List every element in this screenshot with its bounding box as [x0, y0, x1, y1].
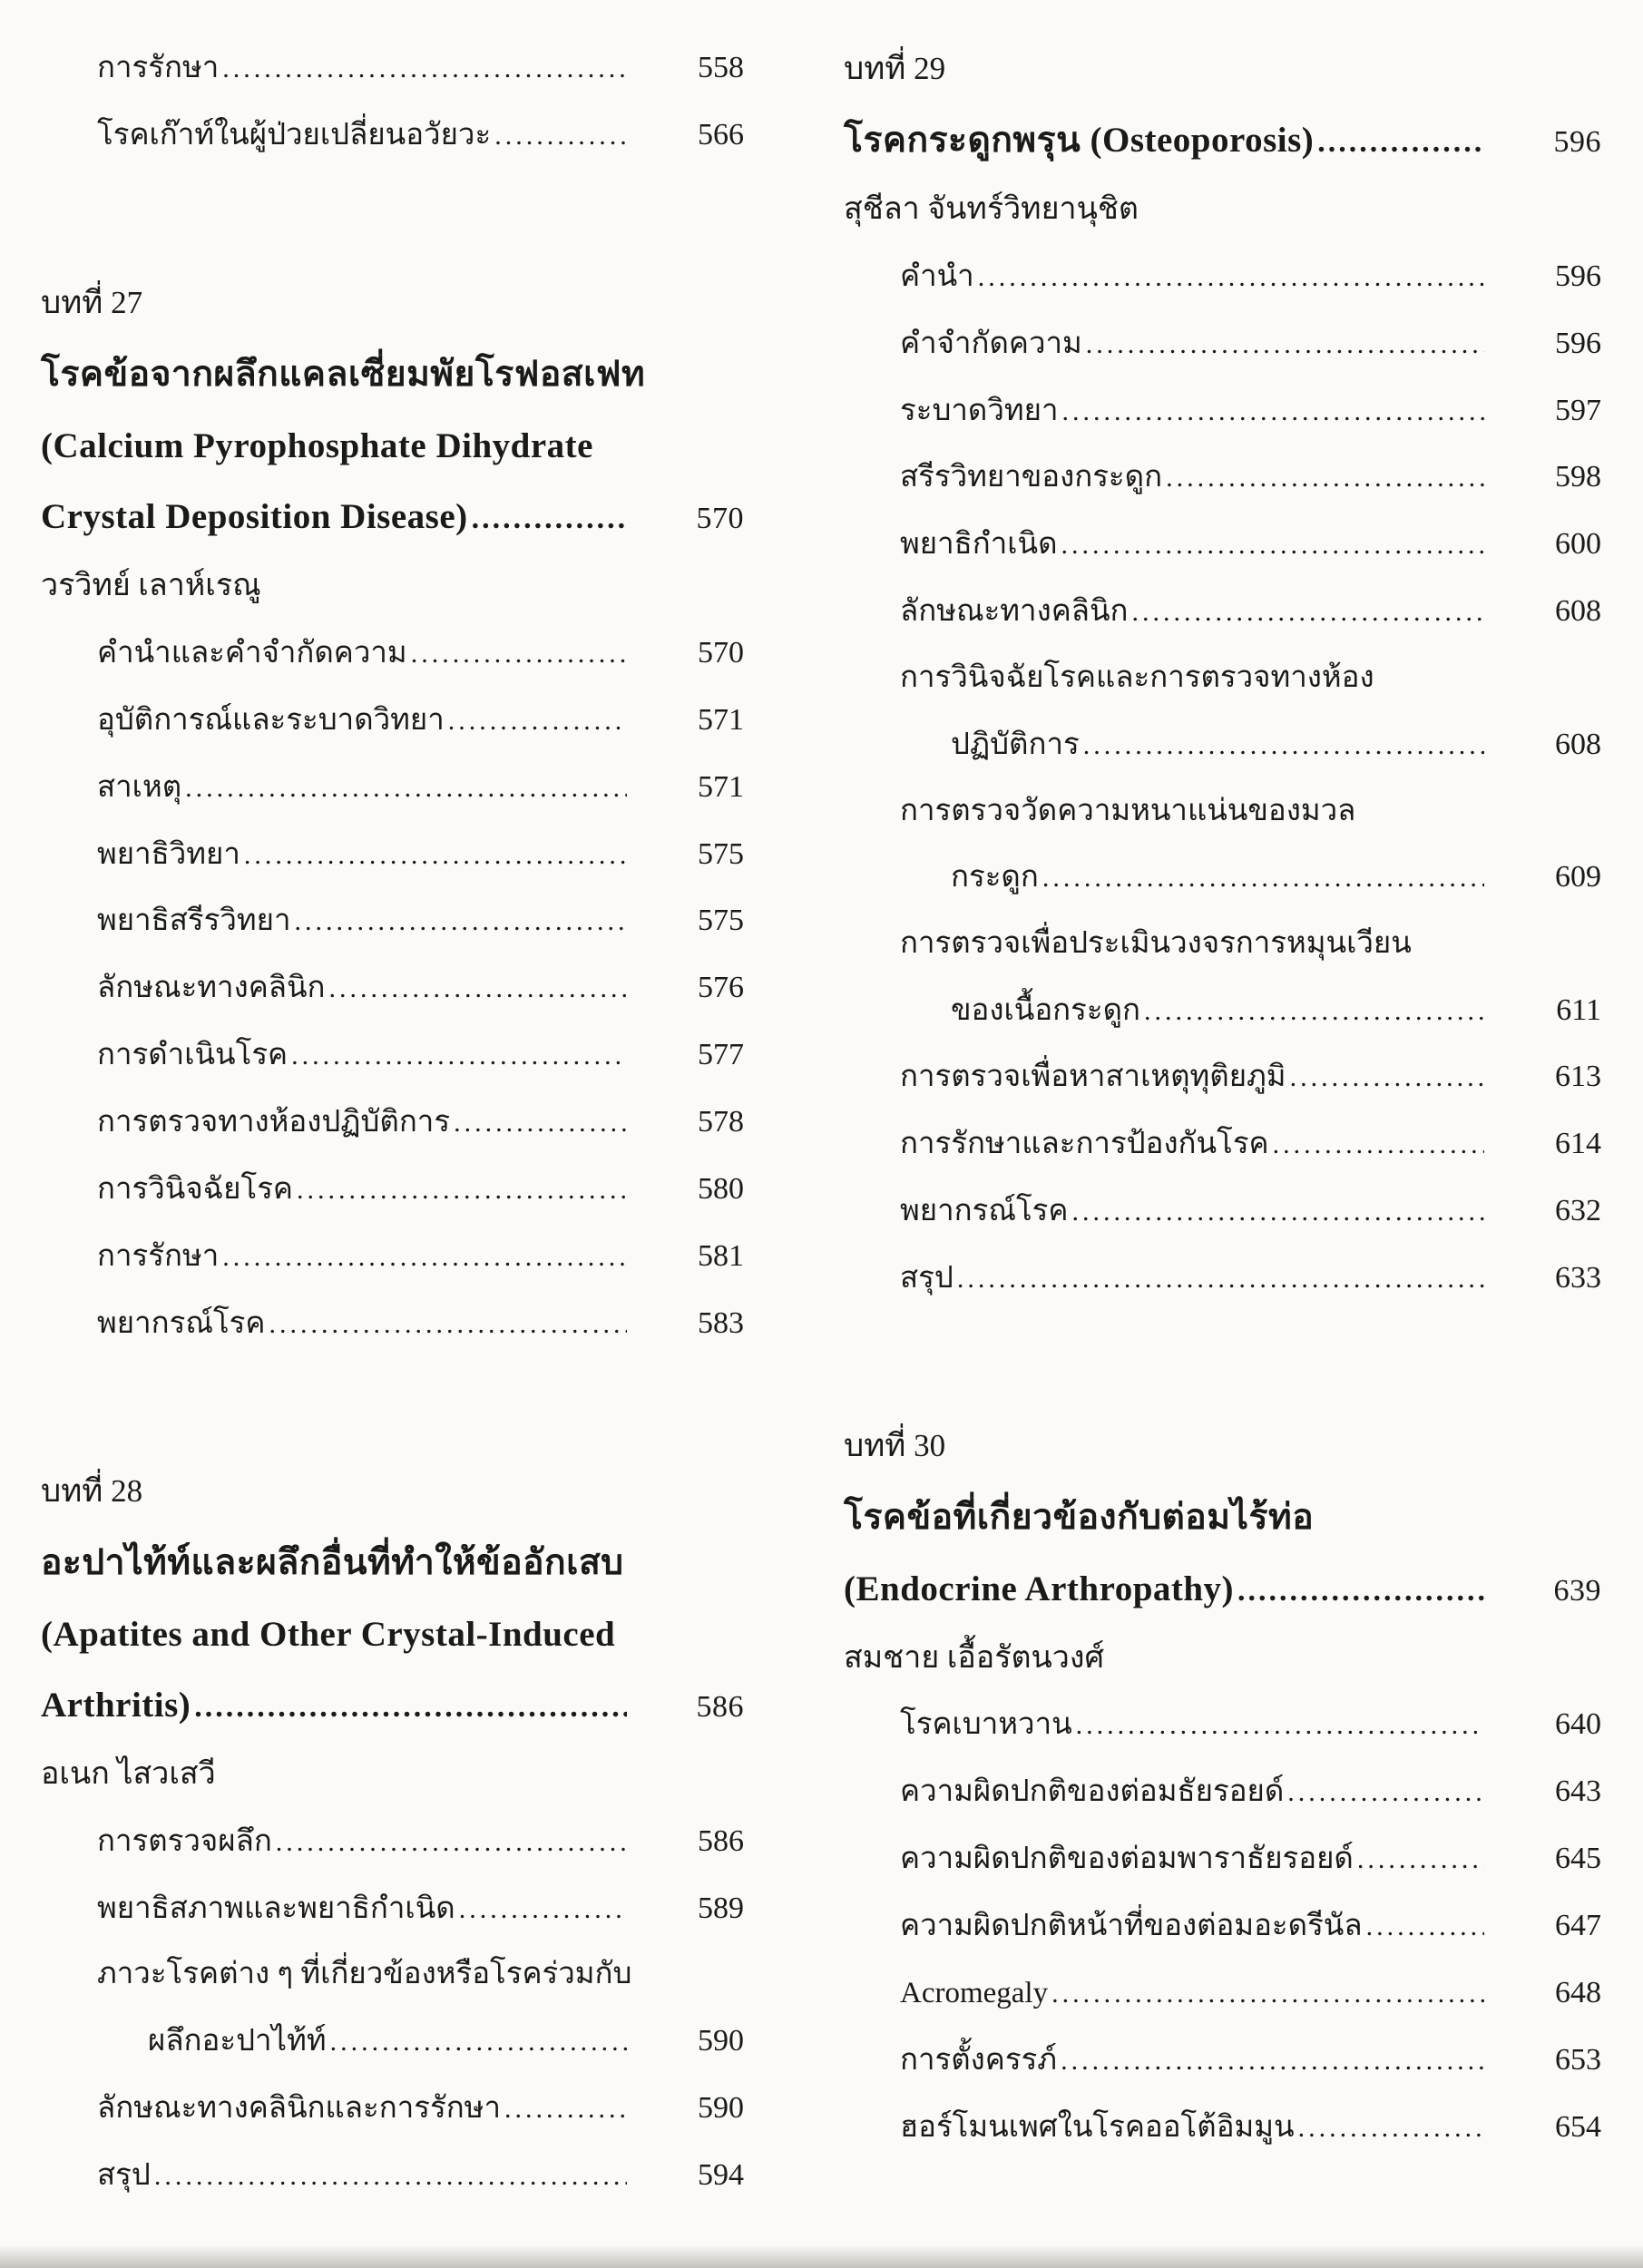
- dot-leader: [295, 901, 627, 942]
- dot-leader: [154, 2156, 627, 2196]
- toc-entry-row: [41, 2087, 744, 2129]
- toc-entry-text: ลักษณะทางคลินิก: [900, 595, 1129, 629]
- dot-leader: [1071, 1191, 1484, 1232]
- chapter-label-row: [41, 281, 744, 324]
- page-number: 639: [1553, 1573, 1601, 1608]
- toc-entry-row: [41, 1034, 744, 1076]
- chapter-title-row: [41, 1611, 744, 1659]
- toc-entry-text: พยาธิสภาพและพยาธิกำเนิด: [97, 1892, 455, 1925]
- dot-leader: [472, 494, 627, 542]
- page-number: 608: [1555, 594, 1601, 629]
- toc-entry-text: การวินิจฉัยโรคและการตรวจทางห้อง: [900, 661, 1374, 695]
- toc-entry-row: [41, 1101, 744, 1143]
- toc-entry-row: [844, 523, 1601, 565]
- toc-entry-row: [41, 632, 744, 674]
- chapter-title-row: [41, 1682, 744, 1730]
- toc-entry-text: การดำเนินโรค: [97, 1039, 289, 1072]
- dot-leader: [244, 835, 627, 875]
- page-number: 596: [1553, 125, 1601, 160]
- dot-leader: [1083, 725, 1484, 766]
- toc-entry-row: [844, 990, 1601, 1031]
- toc-entry-row: [844, 1123, 1601, 1165]
- dot-leader: [978, 257, 1484, 298]
- toc-column-left: [41, 47, 744, 2222]
- chapter-label: บทที่ 28: [41, 1472, 143, 1509]
- toc-entry-text: สรีรวิทยาของกระดูก: [900, 461, 1163, 494]
- page-number: 578: [698, 1105, 744, 1139]
- chapter-author-row: [844, 1637, 1601, 1679]
- chapter-author-row: [844, 189, 1601, 230]
- toc-entry-row: [844, 1056, 1601, 1098]
- dot-leader: [494, 115, 627, 156]
- toc-entry-row: [844, 1704, 1601, 1745]
- dot-leader: [1237, 1566, 1484, 1614]
- toc-entry-text: ภาวะโรคต่าง ๆ ที่เกี่ยวข้องหรือโรคร่วมกับ: [97, 1958, 632, 1991]
- dot-leader: [1298, 2107, 1484, 2148]
- chapter-label: บทที่ 27: [41, 284, 143, 320]
- chapter-label: บทที่ 30: [844, 1428, 946, 1463]
- toc-entry-text: พยาธิวิทยา: [97, 837, 240, 871]
- toc-entry-row: [844, 791, 1601, 832]
- dot-leader: [504, 2088, 627, 2129]
- toc-entry-row: [41, 834, 744, 875]
- chapter-label-row: [844, 47, 1601, 90]
- dot-leader: [411, 633, 627, 674]
- toc-entry-row: [41, 1888, 744, 1930]
- toc-entry-text: ความผิดปกติของต่อมธัยรอยด์: [900, 1775, 1285, 1809]
- chapter-author-row: [41, 1754, 744, 1795]
- chapter-title-row: [844, 1494, 1601, 1542]
- page-number: 596: [1555, 259, 1601, 293]
- toc-entry-text: การวินิจฉัยโรค: [97, 1172, 293, 1206]
- toc-entry-text: พยาธิกำเนิด: [900, 528, 1058, 562]
- page-number: 570: [696, 502, 744, 536]
- chapter-title: อะปาไท้ท์และผลึกอื่นที่ทำให้ข้ออักเสบ: [41, 1542, 624, 1582]
- page-number: 614: [1555, 1127, 1601, 1161]
- toc-entry-row: [41, 1303, 744, 1344]
- dot-leader: [330, 2021, 627, 2062]
- page-number: 633: [1555, 1261, 1601, 1295]
- toc-entry-row: [41, 900, 744, 942]
- toc-entry-text: การตรวจผลึก: [97, 1824, 272, 1858]
- dot-leader: [1357, 1839, 1484, 1880]
- page-number: 609: [1555, 860, 1601, 894]
- toc-entry-row: [844, 1190, 1601, 1232]
- dot-leader: [459, 1889, 627, 1930]
- page-number: 586: [698, 1823, 744, 1858]
- toc-entry-row: [844, 323, 1601, 365]
- toc-entry-text: กระดูก: [951, 861, 1039, 894]
- page-number: 566: [698, 117, 744, 152]
- toc-entry-text: พยาธิสรีรวิทยา: [97, 904, 291, 938]
- chapter-title: (Endocrine Arthropathy): [844, 1569, 1235, 1608]
- toc-entry-row: [41, 47, 744, 89]
- page-number: 598: [1555, 460, 1601, 494]
- page-number: 589: [698, 1891, 744, 1925]
- toc-entry-row: [844, 1257, 1601, 1299]
- dot-leader: [329, 968, 627, 1009]
- toc-entry-text: คำนำ: [900, 259, 974, 293]
- dot-leader: [448, 700, 627, 741]
- toc-entry-text: ปฏิบัติการ: [951, 728, 1080, 761]
- toc-entry-row: [844, 2107, 1601, 2148]
- dot-leader: [1076, 1705, 1484, 1745]
- toc-entry-row: [41, 2155, 744, 2196]
- toc-entry-text: สรุป: [900, 1262, 954, 1295]
- dot-leader: [1366, 1906, 1484, 1947]
- page-number: 608: [1555, 727, 1601, 761]
- toc-entry-row: [844, 2039, 1601, 2081]
- toc-section-gap: [41, 1370, 744, 1470]
- dot-leader: [454, 1102, 627, 1143]
- toc-section-gap: [844, 1325, 1601, 1424]
- dot-leader: [185, 767, 627, 808]
- page-number: 576: [698, 971, 744, 1005]
- page-number: 648: [1555, 1975, 1601, 2009]
- chapter-author-row: [41, 565, 744, 607]
- page-number: 558: [698, 51, 744, 84]
- toc-entry-row: [844, 1771, 1601, 1813]
- dot-leader: [291, 1035, 627, 1076]
- toc-entry-text: การตรวจเพื่อหาสาเหตุทุติยภูมิ: [900, 1061, 1286, 1094]
- toc-entry-text: การรักษาและการป้องกันโรค: [900, 1128, 1269, 1161]
- page-number: 597: [1555, 393, 1601, 427]
- toc-entry-row: [41, 1821, 744, 1862]
- dot-leader: [1061, 524, 1484, 565]
- page-number: 586: [696, 1690, 744, 1725]
- dot-leader: [222, 48, 627, 89]
- toc-entry-text: สาเหตุ: [97, 770, 182, 804]
- toc-entry-text: การตั้งครรภ์: [900, 2043, 1058, 2077]
- toc-entry-row: [41, 1954, 744, 1995]
- chapter-author: อเนก ไสวเสวี: [41, 1756, 216, 1791]
- chapter-title-row: [844, 117, 1601, 165]
- chapter-label-row: [41, 1470, 744, 1512]
- chapter-title: โรคข้อที่เกี่ยวข้องกับต่อมไร้ท่อ: [844, 1498, 1315, 1538]
- chapter-title-row: [844, 1566, 1601, 1614]
- toc-entry-text: การตรวจวัดความหนาแน่นของมวล: [900, 794, 1356, 827]
- toc-entry-text: โรคเบาหวาน: [900, 1708, 1072, 1742]
- page-number: 632: [1555, 1194, 1601, 1228]
- dot-leader: [222, 1237, 627, 1277]
- toc-entry-row: [41, 114, 744, 156]
- chapter-label-row: [844, 1424, 1601, 1467]
- toc-entry-text: โรคเก๊าท์ในผู้ป่วยเปลี่ยนอวัยวะ: [97, 118, 492, 152]
- toc-entry-row: [844, 856, 1601, 898]
- toc-entry-text: ผลึกอะปาไท้ท์: [148, 2025, 327, 2058]
- dot-leader: [1287, 1772, 1484, 1813]
- chapter-title-row: [41, 1540, 744, 1588]
- page-number: 575: [698, 904, 744, 938]
- chapter-label: บทที่ 29: [844, 51, 946, 86]
- chapter-title: โรคกระดูกพรุน (Osteoporosis): [844, 121, 1315, 161]
- dot-leader: [1061, 2040, 1484, 2081]
- page-number: 594: [698, 2157, 744, 2192]
- page-number: 611: [1556, 992, 1601, 1027]
- page-number: 654: [1555, 2109, 1601, 2144]
- page-number: 640: [1555, 1707, 1601, 1742]
- toc-entry-row: [41, 699, 744, 741]
- page-number: 577: [698, 1038, 744, 1072]
- page-number: 583: [698, 1305, 744, 1340]
- dot-leader: [1166, 457, 1484, 498]
- dot-leader: [1273, 1124, 1484, 1165]
- toc-entry-text: พยากรณ์โรค: [900, 1195, 1069, 1228]
- chapter-title: Arthritis): [41, 1686, 191, 1725]
- page-number: 643: [1555, 1774, 1601, 1809]
- dot-leader: [1051, 1973, 1484, 2014]
- toc-entry-row: [844, 390, 1601, 432]
- page-number: 647: [1555, 1909, 1601, 1943]
- scan-edge-shadow: [0, 2244, 1643, 2268]
- toc-entry-row: [844, 256, 1601, 298]
- toc-entry-row: [41, 2020, 744, 2062]
- toc-entry-text: ลักษณะทางคลินิก: [97, 972, 326, 1005]
- dot-leader: [276, 1822, 627, 1862]
- toc-entry-row: [844, 1972, 1601, 2014]
- toc-entry-text: ฮอร์โมนเพศในโรคออโต้อิมมูน: [900, 2110, 1295, 2144]
- toc-entry-text: ของเนื้อกระดูก: [951, 993, 1140, 1027]
- page-number: 596: [1555, 326, 1601, 360]
- page-number: 653: [1555, 2042, 1601, 2077]
- dot-leader: [1062, 391, 1484, 432]
- chapter-title-row: [41, 494, 744, 542]
- toc-entry-text: ความผิดปกติหน้าที่ของต่อมอะดรีนัล: [900, 1910, 1363, 1943]
- dot-leader: [1144, 991, 1484, 1031]
- toc-entry-text: ลักษณะทางคลินิกและการรักษา: [97, 2091, 501, 2125]
- dot-leader: [194, 1682, 627, 1730]
- toc-entry-text: คำจำกัดความ: [900, 327, 1082, 360]
- chapter-title-row: [41, 351, 744, 399]
- page-number: 600: [1555, 527, 1601, 562]
- chapter-author: วรวิทย์ เลาห์เรณู: [41, 568, 261, 602]
- dot-leader: [269, 1304, 627, 1344]
- page-number: 590: [698, 2024, 744, 2058]
- page-number: 571: [698, 769, 744, 804]
- toc-entry-text: คำนำและคำจำกัดความ: [97, 636, 407, 670]
- chapter-title: โรคข้อจากผลึกแคลเซี่ยมพัยโรฟอสเฟท: [41, 355, 646, 395]
- toc-entry-row: [41, 1168, 744, 1210]
- dot-leader: [1290, 1057, 1484, 1098]
- chapter-author: สุชีลา จันทร์วิทยานุชิต: [844, 191, 1139, 226]
- chapter-title: (Calcium Pyrophosphate Dihydrate: [41, 425, 593, 465]
- toc-entry-text: อุบัติการณ์และระบาดวิทยา: [97, 703, 445, 737]
- toc-entry-text: การตรวจทางห้องปฏิบัติการ: [97, 1106, 451, 1139]
- page-number: 645: [1555, 1842, 1601, 1876]
- toc-entry-row: [41, 1236, 744, 1277]
- toc-entry-text: สรุป: [97, 2158, 151, 2192]
- page-number: 575: [698, 836, 744, 871]
- toc-entry-row: [844, 658, 1601, 699]
- toc-entry-row: [844, 591, 1601, 632]
- toc-entry-text: การตรวจเพื่อประเมินวงจรการหมุนเวียน: [900, 927, 1412, 960]
- toc-entry-text: ระบาดวิทยา: [900, 394, 1059, 427]
- page-number: 580: [698, 1171, 744, 1206]
- toc-entry-row: [41, 967, 744, 1009]
- toc-entry-row: [844, 456, 1601, 498]
- chapter-title-row: [41, 423, 744, 471]
- toc-section-gap: [41, 181, 744, 281]
- toc-entry-text: Acromegaly: [900, 1976, 1049, 2009]
- dot-leader: [957, 1258, 1484, 1299]
- toc-entry-row: [41, 767, 744, 808]
- toc-entry-row: [844, 1838, 1601, 1880]
- page-number: 613: [1555, 1060, 1601, 1094]
- toc-entry-row: [844, 924, 1601, 964]
- dot-leader: [297, 1169, 627, 1210]
- dot-leader: [1317, 117, 1484, 165]
- dot-leader: [1086, 324, 1484, 365]
- page-number: 570: [698, 635, 744, 670]
- toc-entry-text: พยากรณ์โรค: [97, 1306, 266, 1340]
- toc-column-right: [844, 47, 1601, 2174]
- page-number: 590: [698, 2090, 744, 2125]
- chapter-author: สมชาย เอื้อรัตนวงศ์: [844, 1640, 1105, 1675]
- toc-entry-row: [844, 724, 1601, 766]
- chapter-title: (Apatites and Other Crystal-Induced: [41, 1614, 616, 1654]
- toc-entry-text: การรักษา: [97, 1239, 220, 1273]
- toc-entry-text: ความผิดปกติของต่อมพาราธัยรอยด์: [900, 1843, 1354, 1876]
- page-number: 581: [698, 1238, 744, 1273]
- dot-leader: [1132, 591, 1484, 632]
- chapter-title: Crystal Deposition Disease): [41, 497, 468, 537]
- dot-leader: [1042, 857, 1484, 898]
- page-number: 571: [698, 702, 744, 737]
- toc-entry-row: [844, 1905, 1601, 1947]
- toc-entry-text: การรักษา: [97, 52, 220, 84]
